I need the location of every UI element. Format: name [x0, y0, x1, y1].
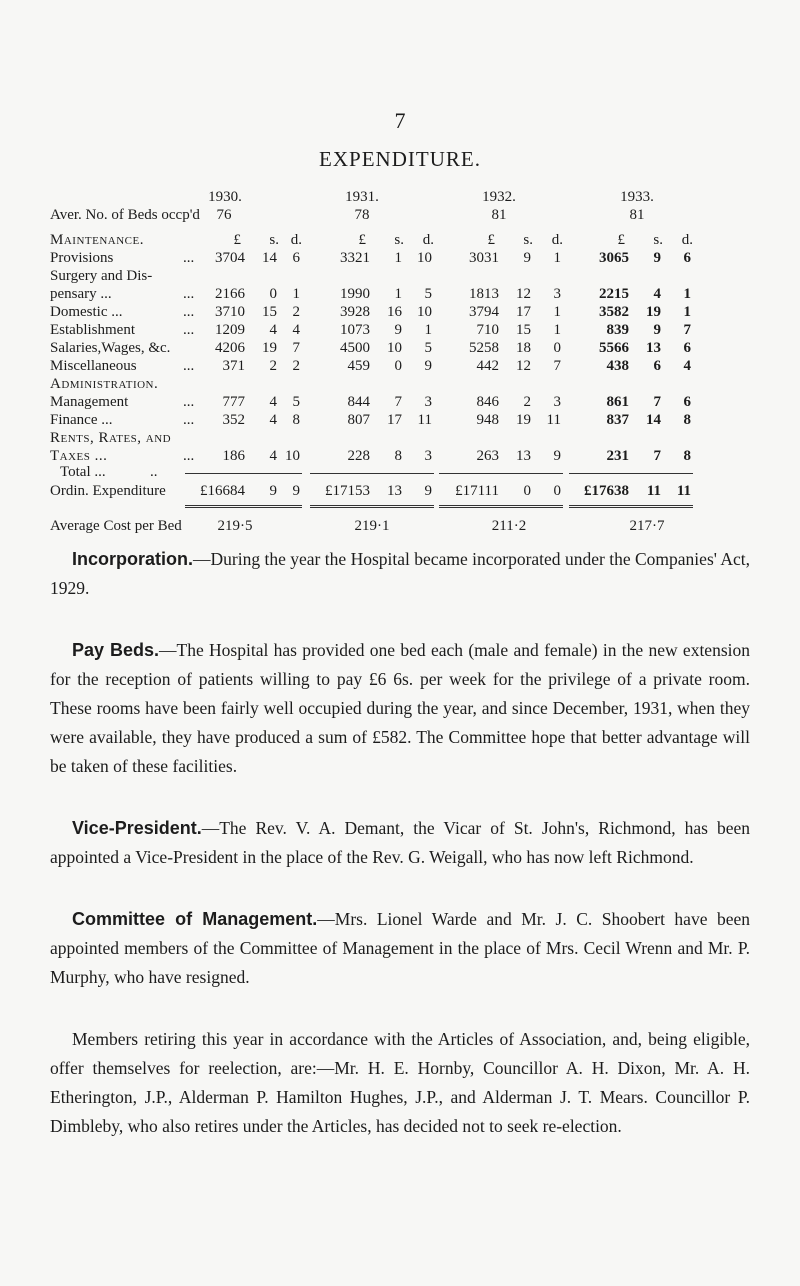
paragraph-heading: Incorporation. — [72, 549, 193, 569]
pence-value: 1 — [683, 304, 691, 320]
shillings-value: 12 — [516, 358, 531, 374]
pence-value: 10 — [417, 304, 432, 320]
paragraph-text: —The Hospital has provided one bed each (male and female) in the new extension for the reception of patients willing to pay £6 6s. per week for the privilege of a private room. These rooms have been fairly well occupied during the year, and since December, 1931, when they were available, they have produced a sum of £582. The Committee hope that better advantage will be taken of these facilities. — [50, 640, 751, 776]
pounds-value: 846 — [476, 394, 499, 410]
currency-header: £ — [487, 232, 495, 248]
shillings-value: 2 — [269, 358, 277, 374]
beds-value: 81 — [491, 207, 507, 223]
paragraph — [50, 905, 750, 992]
pounds-value: 837 — [606, 412, 629, 428]
pence-value: 2 — [292, 358, 300, 374]
beds-value: 76 — [216, 207, 232, 223]
row-label: pensary ... — [50, 286, 112, 302]
section-maintenance: Maintenance. — [50, 232, 144, 248]
year-header: 1932. — [482, 189, 516, 205]
paragraph — [50, 814, 750, 872]
shillings-value: 1 — [394, 286, 402, 302]
beds-value: 81 — [629, 207, 645, 223]
pounds-value: 442 — [476, 358, 499, 374]
pence-value: 9 — [424, 483, 432, 499]
shillings-value: 4 — [653, 286, 661, 302]
shillings-value: 18 — [516, 340, 531, 356]
pence-value: 5 — [424, 286, 432, 302]
shillings-value: 19 — [262, 340, 277, 356]
pounds-value: 3704 — [215, 250, 245, 266]
pounds-value: 861 — [606, 394, 629, 410]
row-label: Rents, Rates, and — [50, 430, 172, 446]
pence-value: 3 — [424, 448, 432, 464]
pence-value: 6 — [683, 250, 691, 266]
shillings-value: 7 — [653, 394, 661, 410]
pence-value: 9 — [424, 358, 432, 374]
ordinary-expenditure-label: Ordin. Expenditure — [50, 483, 166, 499]
page-title: EXPENDITURE. — [319, 147, 481, 171]
shillings-value: 7 — [394, 394, 402, 410]
rule-line — [569, 505, 693, 508]
pounds-value: 263 — [476, 448, 499, 464]
shillings-value: 4 — [269, 322, 277, 338]
pence-value: 0 — [553, 483, 561, 499]
pounds-value: 3794 — [469, 304, 499, 320]
pence-value: 6 — [683, 340, 691, 356]
shillings-value: 14 — [262, 250, 277, 266]
rule-line — [185, 473, 302, 474]
paragraph-text: —Mrs. Lionel Warde and Mr. J. C. Shoobert have been appointed members of the Committee of Management in the place of Mrs. Cecil Wrenn and Mr. P. Murphy, who have resigned. — [50, 909, 750, 987]
shillings-value: 19 — [646, 304, 661, 320]
pounds-value: 3928 — [340, 304, 370, 320]
row-label: Salaries,Wages, &c. — [50, 340, 171, 356]
pence-value: 3 — [553, 286, 561, 302]
year-header: 1930. — [208, 189, 242, 205]
currency-header: s. — [523, 232, 533, 248]
shillings-value: 9 — [653, 250, 661, 266]
leader-dots: ... — [183, 304, 195, 320]
shillings-value: 9 — [523, 250, 531, 266]
shillings-value: 15 — [262, 304, 277, 320]
pounds-value: 3710 — [215, 304, 245, 320]
paragraph — [50, 636, 750, 781]
currency-header: s. — [269, 232, 279, 248]
pounds-value: 231 — [606, 448, 629, 464]
section-administration: Administration. — [50, 376, 159, 392]
pence-value: 9 — [553, 448, 561, 464]
shillings-value: 6 — [653, 358, 661, 374]
paragraph — [50, 545, 750, 603]
shillings-value: 9 — [394, 322, 402, 338]
average-cost-label: Average Cost per Bed — [50, 518, 182, 534]
row-label: Management — [50, 394, 129, 410]
row-label: Establishment — [50, 322, 135, 338]
pounds-value: 839 — [606, 322, 629, 338]
pence-value: 0 — [553, 340, 561, 356]
currency-header: £ — [358, 232, 366, 248]
average-cost-value: 219·5 — [217, 518, 253, 534]
pounds-value: 777 — [222, 394, 245, 410]
pounds-value: 2166 — [215, 286, 245, 302]
pounds-value: 710 — [476, 322, 499, 338]
pounds-value: 4206 — [215, 340, 245, 356]
shillings-value: 8 — [394, 448, 402, 464]
leader-dots: .. — [150, 464, 158, 480]
pence-value: 10 — [285, 448, 300, 464]
pence-value: 5 — [424, 340, 432, 356]
rule-line — [569, 473, 693, 474]
rule-line — [439, 505, 563, 508]
shillings-value: 2 — [523, 394, 531, 410]
pounds-value: 228 — [347, 448, 370, 464]
shillings-value: 13 — [516, 448, 531, 464]
rule-line — [310, 505, 434, 508]
currency-header: s. — [394, 232, 404, 248]
row-label: Taxes ... — [50, 448, 108, 464]
pence-value: 7 — [292, 340, 300, 356]
pence-value: 6 — [292, 250, 300, 266]
pounds-value: 2215 — [599, 286, 629, 302]
pence-value: 3 — [424, 394, 432, 410]
pounds-value: 1073 — [340, 322, 370, 338]
pence-value: 1 — [292, 286, 300, 302]
row-label: Miscellaneous — [50, 358, 137, 374]
pence-value: 3 — [553, 394, 561, 410]
page-number: 7 — [394, 108, 406, 133]
average-cost-value: 219·1 — [354, 518, 390, 534]
pounds-value: 1209 — [215, 322, 245, 338]
shillings-value: 9 — [269, 483, 277, 499]
pounds-value: 807 — [347, 412, 370, 428]
pounds-value: 459 — [347, 358, 370, 374]
rule-line — [185, 505, 302, 508]
beds-value: 78 — [354, 207, 370, 223]
pence-value: 8 — [683, 448, 691, 464]
rule-line — [310, 473, 434, 474]
pence-value: 1 — [683, 286, 691, 302]
currency-header: d. — [422, 232, 434, 248]
shillings-value: 4 — [269, 394, 277, 410]
currency-header: d. — [681, 232, 693, 248]
pence-value: 11 — [546, 412, 561, 428]
pence-value: 9 — [292, 483, 300, 499]
rule-line — [439, 473, 563, 474]
shillings-value: 13 — [387, 483, 402, 499]
pence-value: 1 — [553, 250, 561, 266]
leader-dots: ... — [183, 412, 195, 428]
pounds-value: 948 — [476, 412, 499, 428]
shillings-value: 4 — [269, 448, 277, 464]
pence-value: 10 — [417, 250, 432, 266]
row-label: Provisions — [50, 250, 114, 266]
leader-dots: ... — [183, 322, 195, 338]
pounds-value: 3065 — [599, 250, 629, 266]
shillings-value: 15 — [516, 322, 531, 338]
pounds-value: 1813 — [469, 286, 499, 302]
pounds-value: 438 — [606, 358, 629, 374]
shillings-value: 12 — [516, 286, 531, 302]
currency-header: s. — [653, 232, 663, 248]
paragraph-heading: Vice-President. — [72, 818, 202, 838]
leader-dots: ... — [183, 250, 195, 266]
pence-value: 11 — [417, 412, 432, 428]
currency-header: d. — [290, 232, 302, 248]
leader-dots: ... — [183, 448, 195, 464]
shillings-value: 17 — [387, 412, 402, 428]
paragraph — [50, 1025, 750, 1141]
average-cost-value: 211·2 — [491, 518, 527, 534]
pence-value: 6 — [683, 394, 691, 410]
shillings-value: 14 — [646, 412, 661, 428]
pence-value: 1 — [553, 304, 561, 320]
row-label: Domestic ... — [50, 304, 123, 320]
shillings-value: 13 — [646, 340, 661, 356]
paragraph-heading: Committee of Management. — [72, 909, 318, 929]
pounds-value: 5258 — [469, 340, 499, 356]
average-cost-value: 217·7 — [629, 518, 665, 534]
paragraph-heading: Pay Beds. — [72, 640, 159, 660]
shillings-value: 16 — [387, 304, 402, 320]
pounds-value: £17111 — [455, 483, 499, 499]
pence-value: 1 — [424, 322, 432, 338]
currency-header: £ — [617, 232, 625, 248]
shillings-value: 0 — [269, 286, 277, 302]
pounds-value: 3031 — [469, 250, 499, 266]
shillings-value: 1 — [394, 250, 402, 266]
pence-value: 7 — [553, 358, 561, 374]
pounds-value: 371 — [222, 358, 245, 374]
pounds-value: 4500 — [340, 340, 370, 356]
shillings-value: 11 — [646, 483, 661, 499]
pence-value: 5 — [292, 394, 300, 410]
shillings-value: 7 — [653, 448, 661, 464]
year-header: 1931. — [345, 189, 379, 205]
shillings-value: 0 — [394, 358, 402, 374]
pence-value: 8 — [292, 412, 300, 428]
row-label: Finance ... — [50, 412, 113, 428]
currency-header: £ — [233, 232, 241, 248]
pounds-value: £17638 — [584, 483, 629, 499]
shillings-value: 4 — [269, 412, 277, 428]
pence-value: 8 — [683, 412, 691, 428]
beds-label: Aver. No. of Beds occp'd — [50, 207, 200, 223]
pence-value: 4 — [292, 322, 300, 338]
pounds-value: 1990 — [340, 286, 370, 302]
paragraph-text: Members retiring this year in accordance with the Articles of Association, and, being eligible, offer themselves for reelection, are:—Mr. H. E. Hornby, Councillor A. H. Dixon, Mr. A. H. Etherington, J.P., Alderman P. Hamilton Hughes, J.P., and Alderman J. T. Mears. Councillor P. Dimbleby, who also retires under the Articles, has decided not to seek re-election. — [50, 1029, 750, 1136]
paragraph-text: —During the year the Hospital became incorporated under the Companies' Act, 1929. — [50, 549, 750, 598]
shillings-value: 19 — [516, 412, 531, 428]
pence-value: 1 — [553, 322, 561, 338]
shillings-value: 17 — [516, 304, 531, 320]
pounds-value: 352 — [222, 412, 245, 428]
total-label: Total ... — [60, 464, 106, 480]
shillings-value: 10 — [387, 340, 402, 356]
year-header: 1933. — [620, 189, 654, 205]
shillings-value: 9 — [653, 322, 661, 338]
leader-dots: ... — [183, 286, 195, 302]
paragraph-text: —The Rev. V. A. Demant, the Vicar of St. John's, Richmond, has been appointed a Vice-President in the place of the Rev. G. Weigall, who has now left Richmond. — [50, 818, 750, 867]
pence-value: 7 — [683, 322, 691, 338]
pounds-value: 3321 — [340, 250, 370, 266]
pence-value: 4 — [683, 358, 691, 374]
pounds-value: 844 — [347, 394, 370, 410]
pence-value: 2 — [292, 304, 300, 320]
pence-value: 11 — [676, 483, 691, 499]
shillings-value: 0 — [523, 483, 531, 499]
leader-dots: ... — [183, 394, 195, 410]
row-label: Surgery and Dis- — [50, 268, 153, 284]
pounds-value: 5566 — [599, 340, 629, 356]
pounds-value: 3582 — [599, 304, 629, 320]
currency-header: d. — [551, 232, 563, 248]
pounds-value: £16684 — [200, 483, 245, 499]
pounds-value: £17153 — [325, 483, 370, 499]
pounds-value: 186 — [222, 448, 245, 464]
leader-dots: ... — [183, 358, 195, 374]
